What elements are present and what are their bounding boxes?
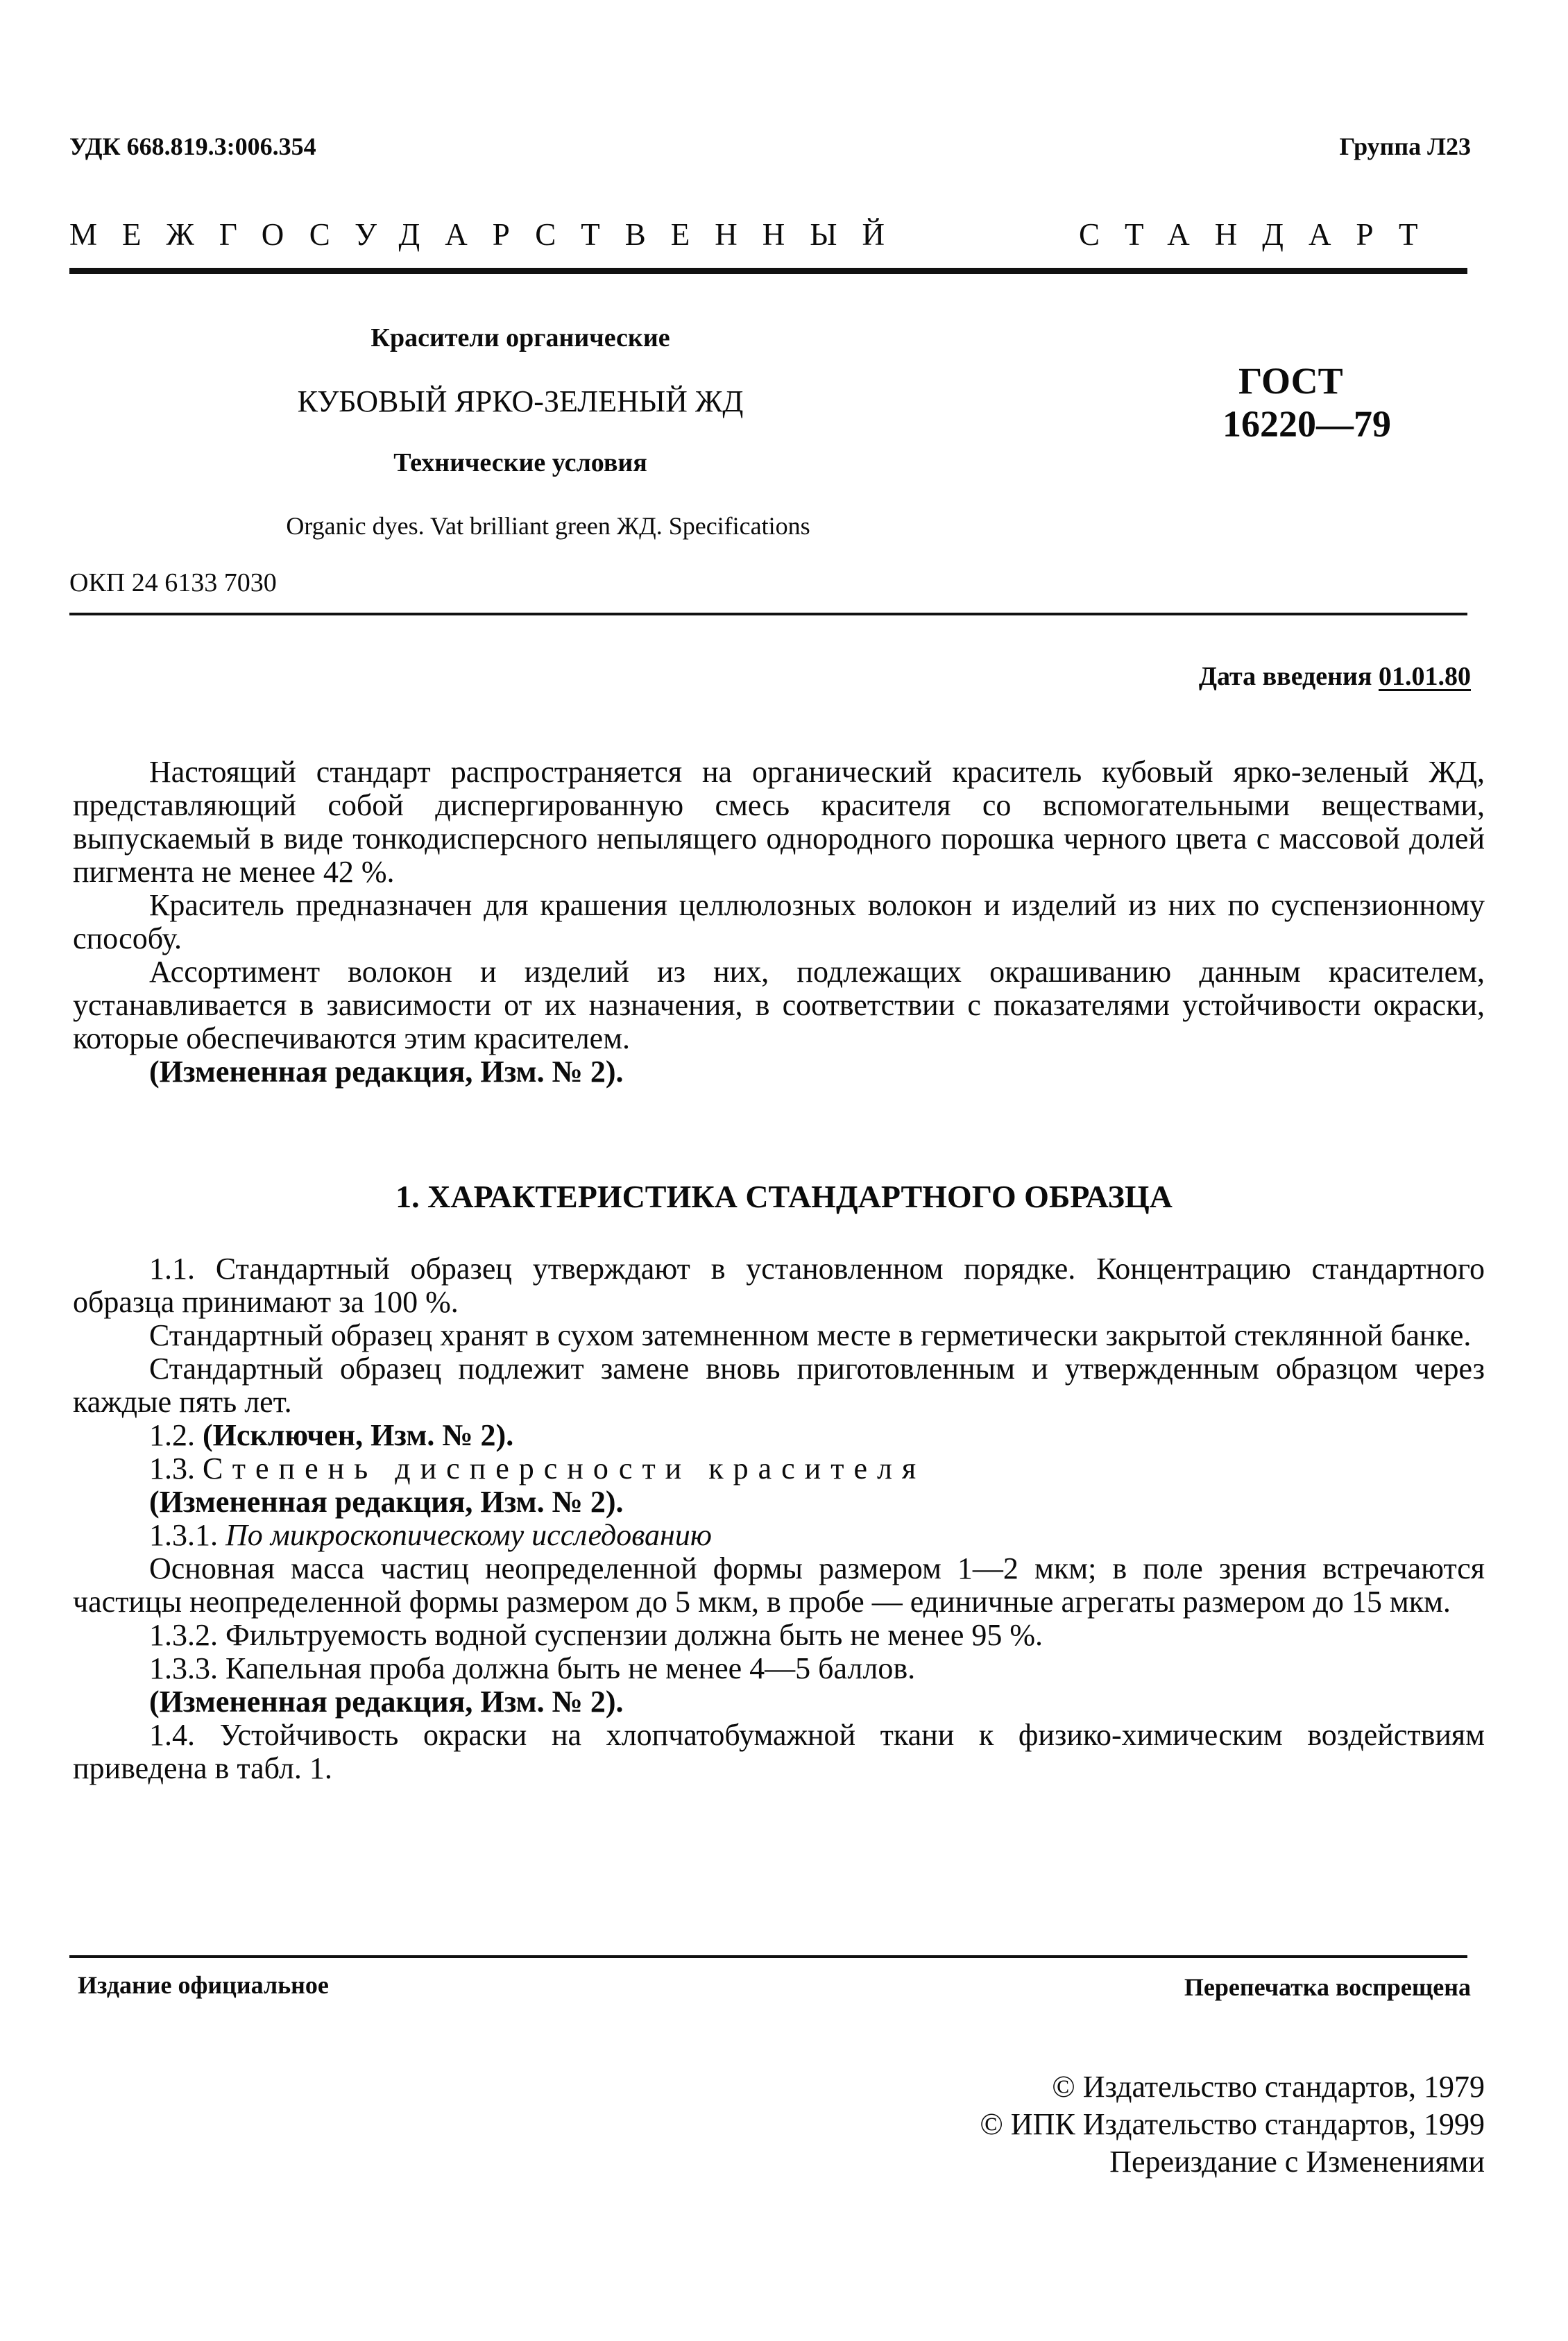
copyright-1999: © ИПК Издательство стандартов, 1999 <box>980 2107 1485 2141</box>
clause-1-3-1-body: Основная масса частиц неопределенной формы размером 1—2 мкм; в поле зрения встречаются частицы неопределенной формы размером до 5 мкм, в пробе — единичные агрегаты размером до 15 мкм. <box>73 1551 1485 1619</box>
clause-1-3 <box>73 1452 1485 1486</box>
title-rule <box>69 613 1467 615</box>
clause-1-1-replacement: Стандартный образец подлежит замене вновь приготовленным и утвержденным образцом через каждые пять лет. <box>73 1352 1485 1419</box>
clause-1-3-text: Степень дисперсности красителя <box>203 1452 926 1486</box>
clause-1-3-3: 1.3.3. Капельная проба должна быть не менее 4—5 баллов. <box>149 1651 916 1685</box>
clause-1-3-2: 1.3.2. Фильтруемость водной суспензии должна быть не менее 95 %. <box>149 1618 1043 1652</box>
header-rule-thick <box>69 268 1467 274</box>
clause-1-3-1 <box>73 1519 1485 1552</box>
intro-date-label: Дата введения <box>1198 662 1372 691</box>
intro-paragraph-2: Краситель предназначен для крашения целлюлозных волокон и изделий из них по суспензионному способу. <box>73 888 1485 955</box>
clause-1-3-1-number: 1.3.1. <box>149 1518 218 1552</box>
reissue-note: Переиздание с Изменениями <box>1109 2145 1485 2179</box>
title-subtitle: Технические условия <box>393 448 647 477</box>
title-name: КУБОВЫЙ ЯРКО-ЗЕЛЕНЫЙ ЖД <box>297 384 744 418</box>
intro-text <box>73 756 1485 1089</box>
clause-1-3-number: 1.3. <box>149 1452 195 1486</box>
clause-1-1: 1.1. Стандартный образец утверждают в установленном порядке. Концентрацию стандартного образца принимают за 100 %. <box>73 1252 1485 1319</box>
section-1-heading: 1. ХАРАКТЕРИСТИКА СТАНДАРТНОГО ОБРАЗЦА <box>395 1179 1173 1214</box>
intro-amendment-note: (Измененная редакция, Изм. № 2). <box>149 1055 624 1089</box>
footer-rule <box>69 1955 1467 1958</box>
clause-1-4: 1.4. Устойчивость окраски на хлопчатобумажной ткани к физико-химическим воздействиям приведена в табл. 1. <box>73 1718 1485 1785</box>
udc-code: УДК 668.819.3:006.354 <box>69 133 316 160</box>
copyright-1979: © Издательство стандартов, 1979 <box>1052 2070 1485 2104</box>
clause-1-2-text: (Исключен, Изм. № 2). <box>203 1418 514 1452</box>
banner-interstate: МЕЖГОСУДАРСТВЕННЫЙ <box>69 217 910 252</box>
group-code: Группа Л23 <box>1339 133 1471 160</box>
clause-1-2 <box>73 1419 1485 1452</box>
clause-1-3-1-text: По микроскопическому исследованию <box>225 1518 712 1552</box>
gost-number: 16220—79 <box>1222 403 1391 445</box>
clause-1-3-amendment-note: (Измененная редакция, Изм. № 2). <box>149 1485 624 1519</box>
intro-paragraph-3: Ассортимент волокон и изделий из них, подлежащих окрашиванию данным красителем, устанавливается в зависимости от их назначения, в соответствии с показателями устойчивости окраски, которые обеспечиваются этим красителем. <box>73 955 1485 1055</box>
intro-date <box>1199 661 1471 692</box>
clause-1-3-3-amendment-note: (Измененная редакция, Изм. № 2). <box>149 1685 624 1719</box>
title-category: Красители органические <box>370 323 670 352</box>
section-1-text <box>73 1252 1485 1785</box>
okp-code: ОКП 24 6133 7030 <box>69 568 277 597</box>
intro-paragraph-1: Настоящий стандарт распространяется на органический краситель кубовый ярко-зеленый ЖД, представляющий собой диспергированную смесь красителя со вспомогательными веществами, выпускаемый в виде тонкодисперсного непылящего однородного порошка черного цвета с массовой долей пигмента не менее 42 %. <box>73 755 1485 889</box>
edition-official: Издание официальное <box>78 1971 329 1999</box>
title-english: Organic dyes. Vat brilliant green ЖД. Specifications <box>286 512 810 540</box>
clause-1-1-storage: Стандартный образец хранят в сухом затемненном месте в герметически закрытой стеклянной банке. <box>149 1318 1472 1352</box>
banner-standard: СТАНДАРТ <box>1079 217 1443 252</box>
gost-label: ГОСТ <box>1238 360 1343 402</box>
clause-1-2-number: 1.2. <box>149 1418 195 1452</box>
reprint-prohibited: Перепечатка воспрещена <box>1184 1973 1471 2001</box>
intro-date-value: 01.01.80 <box>1379 662 1471 691</box>
